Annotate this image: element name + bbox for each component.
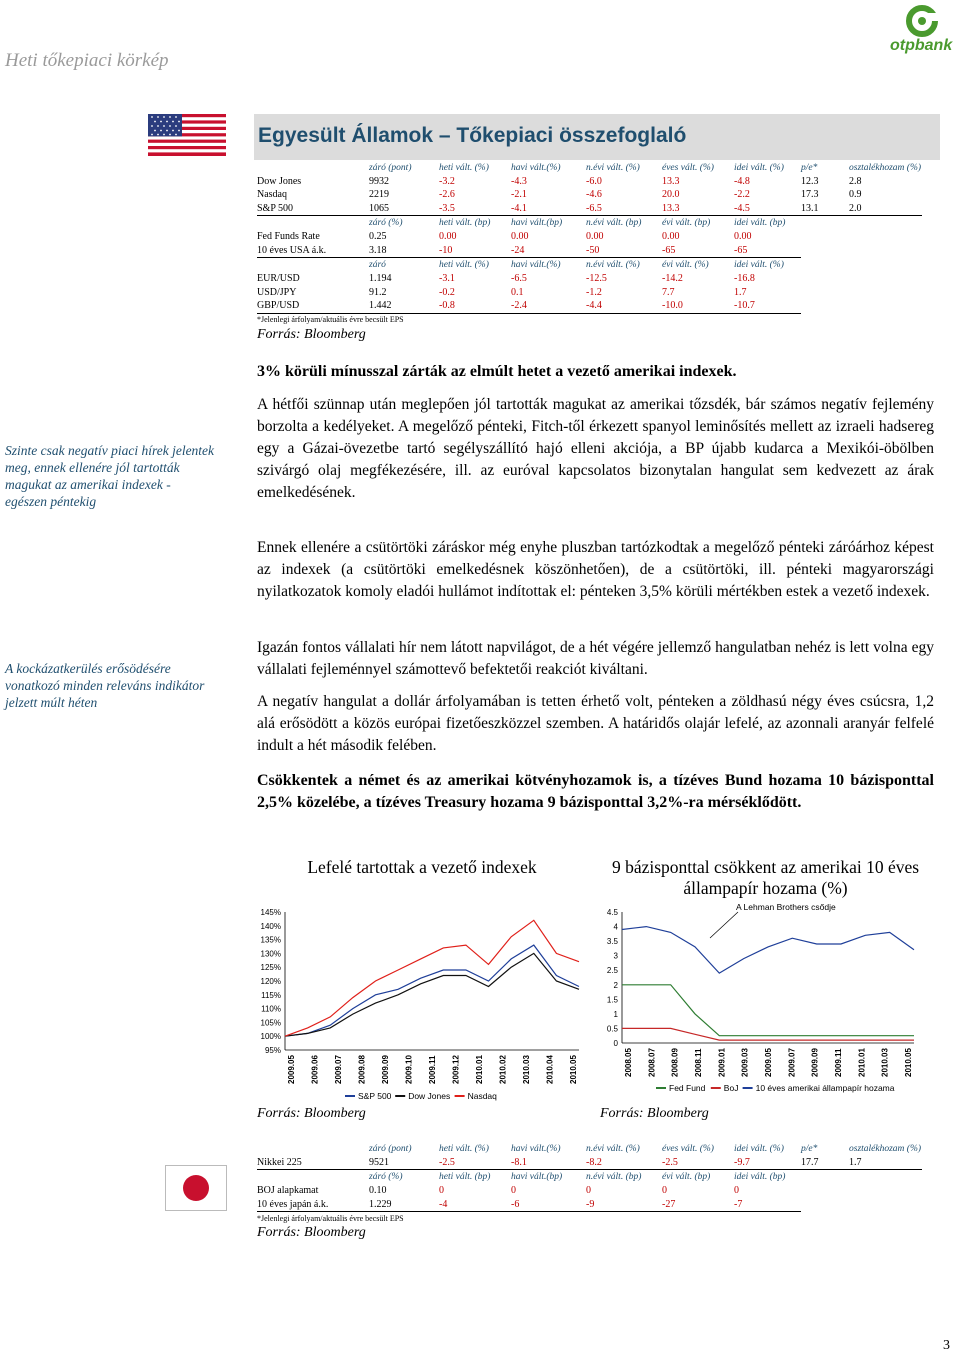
table-cell: 0.10: [369, 1185, 387, 1197]
legend-swatch: [395, 1095, 405, 1097]
table-cell: -2.1: [511, 189, 527, 201]
table-cell: 0.25: [369, 231, 387, 243]
table-cell: -10.7: [734, 299, 801, 313]
table-cell: 20.0: [662, 189, 680, 201]
header-cell: n.évi vált. (%): [586, 162, 640, 173]
row-label: Nasdaq: [257, 189, 287, 201]
table-row: [257, 202, 922, 216]
x-tick-label: 2009.11: [428, 1055, 437, 1084]
header-cell: p/e*: [801, 1143, 818, 1154]
header-cell: havi vált.(%): [511, 1143, 561, 1154]
header-cell: havi vált.(bp): [511, 218, 563, 229]
usa-flag-icon: [148, 114, 226, 156]
table-cell: -50: [586, 244, 662, 258]
table-cell: -6: [511, 1197, 586, 1211]
table-cell: -1.2: [586, 286, 602, 298]
chart1-title: Lefelé tartottak a vezető indexek: [307, 857, 537, 877]
table-cell: 1.194: [369, 273, 392, 285]
y-tick-label: 1.5: [606, 995, 618, 1005]
x-tick-label: 2010.05: [569, 1055, 578, 1084]
chart-yields: [598, 895, 938, 1110]
table-cell: 9521: [369, 1156, 439, 1170]
chart2-source: Forrás: Bloomberg: [600, 1106, 709, 1121]
table-cell: 0.00: [662, 231, 680, 243]
japan-source: Forrás: Bloomberg: [257, 1225, 366, 1240]
side-note-1: Szinte csak negatív piaci hírek jelentek meg, ennek ellenére jól tartották magukat az amerikai indexek - egészen péntekig: [5, 443, 215, 509]
header-cell: záró (%): [369, 218, 403, 229]
table-cell: -2.4: [511, 299, 586, 313]
table-cell: 1.229: [369, 1197, 439, 1211]
table-cell: 2.8: [849, 175, 862, 187]
header-cell: p/e*: [801, 162, 818, 173]
header-cell: idei vált. (%): [734, 162, 784, 173]
y-tick-label: 135%: [260, 935, 281, 945]
x-tick-label: 2009.03: [740, 1048, 750, 1077]
header-cell: záró: [369, 259, 386, 270]
table-cell: 1.442: [369, 299, 439, 313]
table-cell: -3.1: [439, 273, 455, 285]
header-cell: éves vált. (%): [662, 1143, 714, 1154]
table-cell: -3.5: [439, 202, 511, 216]
paragraph-2: Ennek ellenére a csütörtöki záráskor még enyhe pluszban tartózkodtak a megelőző pénteki záróárhoz képest az indexek (a csütörtöki emelkedésnek köszönhetően), de a csütörtöki, ill. pénteki magyarországi nyilatkozatok komoly eladói hullámot indítottak el: pénteken 3,5% körüli mértékben estek a vezető indexek.: [257, 539, 934, 600]
page-number: 3: [943, 1338, 950, 1353]
japan-flag-icon: [165, 1165, 227, 1211]
header-cell: idei vált. (bp): [734, 1171, 786, 1182]
y-tick-label: 105%: [260, 1018, 281, 1028]
row-label: 10 éves japán á.k.: [257, 1197, 369, 1211]
header-cell: n.évi vált. (%): [586, 1143, 640, 1154]
x-tick-label: 2009.07: [787, 1048, 797, 1077]
table-cell: -2.5: [662, 1156, 734, 1170]
legend-swatch: [345, 1095, 355, 1097]
header-cell: havi vált.(%): [511, 259, 561, 270]
row-label: S&P 500: [257, 202, 369, 216]
series-line: [622, 927, 914, 974]
table-row: [257, 175, 922, 189]
annotation-arrow: [710, 912, 738, 938]
table-cell: 9932: [369, 175, 389, 187]
x-tick-label: 2008.07: [647, 1048, 657, 1077]
table-cell: 0.00: [439, 231, 457, 243]
header-cell: záró (pont): [369, 1143, 412, 1154]
header-cell: [257, 1170, 369, 1184]
x-tick-label: 2010.02: [498, 1055, 508, 1084]
table-cell: -4.8: [734, 175, 750, 187]
japan-table-note: *Jelenlegi árfolyam/aktuális évre becsült EPS: [257, 1214, 404, 1223]
legend-label: Dow Jones: [408, 1091, 451, 1101]
chart2-title: 9 bázisponttal csökkent az amerikai 10 éves állampapír hozama (%): [611, 857, 920, 898]
table-cell: -9.7: [734, 1156, 801, 1170]
x-tick-label: 2009.09: [810, 1048, 820, 1077]
table-cell: -65: [662, 244, 734, 258]
table-cell: 0: [586, 1185, 591, 1197]
series-line: [622, 1028, 914, 1040]
x-tick-label: 2009.05: [287, 1055, 296, 1084]
row-label: USD/JPY: [257, 286, 297, 298]
table-row: [257, 1184, 922, 1198]
legend-label: S&P 500: [358, 1091, 392, 1101]
table-cell: -0.2: [439, 286, 455, 298]
y-tick-label: 2: [613, 980, 618, 990]
table-header-row: [257, 258, 922, 272]
header-cell: idei vált. (%): [734, 1143, 784, 1154]
table-cell: 0: [734, 1185, 739, 1197]
table-cell: -4.6: [586, 189, 602, 201]
header-cell: évi vált. (%): [662, 259, 709, 270]
table-cell: 2.0: [849, 202, 922, 216]
table-cell: -27: [662, 1197, 734, 1211]
table-cell: -8.1: [511, 1156, 586, 1170]
x-tick-label: 2010.01: [475, 1055, 484, 1084]
x-tick-label: 2008.05: [624, 1048, 633, 1077]
table-cell: -9: [586, 1197, 662, 1211]
table-cell: 1065: [369, 202, 439, 216]
x-tick-label: 2008.09: [670, 1048, 680, 1077]
row-label: EUR/USD: [257, 273, 300, 285]
table-cell: -6.0: [586, 175, 602, 187]
y-tick-label: 3: [613, 951, 618, 961]
x-tick-label: 2009.09: [381, 1055, 390, 1084]
y-tick-label: 145%: [260, 908, 281, 917]
header-cell: heti vált. (%): [439, 162, 489, 173]
table-cell: 17.7: [801, 1156, 849, 1170]
y-tick-label: 115%: [261, 990, 281, 1000]
y-tick-label: 2.5: [606, 966, 618, 976]
header-cell: heti vált. (bp): [439, 218, 491, 229]
table-header-row: [257, 161, 922, 175]
us-source: Forrás: Bloomberg: [257, 327, 366, 342]
y-tick-label: 110%: [261, 1004, 281, 1014]
table-cell: 3.18: [369, 244, 439, 258]
paragraph-5: Csökkentek a német és az amerikai kötvényhozamok is, a tízéves Bund hozama 10 bázisponttal 2,5% közelébe, a tízéves Treasury hozama 9 bázisponttal 3,2%-ra mérséklődött.: [257, 772, 934, 811]
table-cell: 91.2: [369, 286, 387, 298]
y-tick-label: 4.5: [606, 908, 618, 917]
header-cell: heti vált. (%): [439, 259, 489, 270]
header-cell: heti vált. (bp): [439, 1171, 491, 1182]
table-row: [257, 285, 922, 299]
row-label: 10 éves USA á.k.: [257, 244, 369, 258]
x-tick-label: 2010.04: [545, 1055, 555, 1084]
x-tick-label: 2009.08: [357, 1055, 367, 1084]
table-cell: -6.5: [511, 273, 527, 285]
table-cell: -4.4: [586, 299, 662, 313]
table-cell: 2219: [369, 189, 389, 201]
legend-swatch: [743, 1087, 753, 1089]
x-tick-label: 2009.01: [717, 1048, 727, 1077]
x-tick-label: 2010.03: [880, 1048, 890, 1077]
y-tick-label: 4: [613, 922, 618, 932]
row-label: Dow Jones: [257, 175, 302, 187]
table-cell: -7: [734, 1197, 801, 1211]
table-header-row: [257, 1170, 922, 1184]
legend-swatch: [711, 1087, 721, 1089]
table-cell: 0: [511, 1185, 516, 1197]
y-tick-label: 3.5: [606, 937, 618, 947]
legend-label: Nasdaq: [467, 1091, 497, 1101]
table-cell: -6.5: [586, 202, 662, 216]
row-label: BOJ alapkamat: [257, 1185, 319, 1197]
header-cell: idei vált. (%): [734, 259, 784, 270]
chart1-source: Forrás: Bloomberg: [257, 1106, 366, 1121]
header-cell: záró (%): [369, 1171, 403, 1182]
table-cell: -10.0: [662, 299, 734, 313]
paragraph-4: A negatív hangulat a dollár árfolyamában is tetten érhető volt, pénteken a zöldhasú négy éves csúcsra, 1,2 alá erősödött a közös európai fizetőeszközzel szemben. A határidős olajár lefelé, az azonnali aranyár felfelé indult a hét második felében.: [257, 693, 934, 754]
header-cell: záró (pont): [369, 162, 412, 173]
x-tick-label: 2009.06: [310, 1055, 320, 1084]
table-cell: 0.00: [734, 231, 752, 243]
header-cell: havi vált.(%): [511, 162, 561, 173]
x-tick-label: 2009.07: [334, 1055, 343, 1084]
paragraph-3: Igazán fontos vállalati hír nem látott napvilágot, de a hét végére jellemző hangulatban nehéz is lett volna egy vállalati fejleménnyel számottevő befektetői reakciót kiváltani.: [257, 639, 934, 678]
table-cell: 13.3: [662, 175, 680, 187]
legend-label: Fed Fund: [669, 1083, 706, 1093]
series-line: [285, 945, 579, 1036]
table-cell: 0: [439, 1185, 444, 1197]
legend-label: 10 éves amerikai állampapír hozama: [755, 1083, 895, 1093]
header-cell: n.évi vált. (%): [586, 259, 640, 270]
header-cell: osztalékhozam (%): [849, 162, 922, 173]
y-tick-label: 100%: [260, 1032, 281, 1042]
x-tick-label: 2010.01: [857, 1048, 867, 1077]
header-cell: osztalékhozam (%): [849, 1143, 922, 1154]
table-header-row: [257, 1142, 922, 1156]
report-title: Heti tőkepiaci körkép: [5, 50, 169, 71]
y-tick-label: 120%: [260, 977, 281, 986]
x-tick-label: 2009.12: [451, 1055, 461, 1084]
row-label: GBP/USD: [257, 299, 369, 313]
series-line: [285, 920, 579, 1036]
y-tick-label: 140%: [260, 921, 281, 931]
header-cell: éves vált. (%): [662, 162, 714, 173]
y-tick-label: 125%: [260, 963, 281, 973]
table-cell: 0: [662, 1185, 667, 1197]
table-cell: 1.7: [734, 286, 747, 298]
table-cell: 0.00: [586, 231, 604, 243]
table-cell: -4.5: [734, 202, 801, 216]
table-cell: 13.3: [662, 202, 734, 216]
table-row: [257, 244, 922, 258]
table-cell: 13.1: [801, 202, 849, 216]
x-tick-label: 2009.10: [404, 1055, 414, 1084]
table-cell: -12.5: [586, 273, 607, 285]
legend-swatch: [455, 1095, 465, 1097]
table-cell: 1.7: [849, 1156, 922, 1170]
x-tick-label: 2010.03: [522, 1055, 531, 1084]
table-row: [257, 230, 922, 244]
y-tick-label: 130%: [260, 949, 281, 959]
header-cell: n.évi vált. (bp): [586, 1171, 642, 1182]
us-section-title: Egyesült Államok – Tőkepiaci összefoglaló: [258, 124, 687, 147]
header-cell: havi vált.(bp): [511, 1171, 563, 1182]
us-summary-table: [257, 161, 922, 314]
y-tick-label: 0: [613, 1039, 618, 1048]
table-cell: 0.1: [511, 286, 524, 298]
y-tick-label: 1: [613, 1009, 618, 1019]
header-cell: évi vált. (bp): [662, 1171, 711, 1182]
otpbank-logo: [888, 4, 952, 64]
table-cell: -14.2: [662, 273, 683, 285]
y-tick-label: 95%: [264, 1046, 281, 1055]
us-table-note: *Jelenlegi árfolyam/aktuális évre becsült EPS: [257, 315, 404, 324]
table-cell: -0.8: [439, 299, 511, 313]
table-cell: -4.3: [511, 175, 527, 187]
table-cell: -2.6: [439, 189, 455, 201]
japan-summary-table: [257, 1142, 922, 1212]
table-cell: -10: [439, 244, 511, 258]
legend-label: BoJ: [723, 1083, 739, 1093]
x-tick-label: 2008.11: [694, 1048, 703, 1077]
row-label: Nikkei 225: [257, 1156, 369, 1170]
table-header-row: [257, 216, 922, 230]
chart-annotation: A Lehman Brothers csődje: [736, 902, 836, 912]
table-row: [257, 1156, 922, 1170]
legend-swatch: [656, 1087, 666, 1089]
table-cell: 0.00: [511, 231, 529, 243]
table-row: [257, 299, 922, 313]
header-cell: heti vált. (%): [439, 1143, 489, 1154]
table-cell: 7.7: [662, 286, 675, 298]
header-cell: [257, 1142, 369, 1156]
header-cell: évi vált. (bp): [662, 218, 711, 229]
header-cell: [257, 216, 369, 230]
y-tick-label: 0.5: [606, 1024, 618, 1034]
table-cell: 12.3: [801, 175, 819, 187]
table-cell: -16.8: [734, 273, 755, 285]
x-tick-label: 2009.11: [834, 1048, 843, 1077]
header-cell: n.évi vált. (bp): [586, 218, 642, 229]
x-tick-label: 2009.05: [764, 1048, 773, 1077]
headline: 3% körüli mínusszal zárták az elmúlt hetet a vezető amerikai indexek.: [257, 363, 737, 380]
row-label: Fed Funds Rate: [257, 231, 320, 243]
chart-indices: [257, 895, 587, 1110]
table-cell: -8.2: [586, 1156, 662, 1170]
table-cell: -24: [511, 244, 586, 258]
table-cell: -3.2: [439, 175, 455, 187]
table-row: [257, 1197, 922, 1211]
table-cell: -2.2: [734, 189, 750, 201]
table-cell: -65: [734, 244, 801, 258]
table-cell: -4.1: [511, 202, 586, 216]
paragraph-1: A hétfői szünnap után meglepően jól tartották magukat az amerikai tőzsdék, bár számos negatív fejlemény borzolta a kedélyeket. A megelőző pénteki, Fitch-től érkezett spanyol leminősítés mellett az izraeli hadsereg egy a Gázai-övezetbe tartó segélyszállító hajó elleni akciója, a BP újabb kudarca a Mexikói-öbölben szivárgó olaj megfékezésére, ill. az euróval kapcsolatos bizonytalan hangulat sem kedvezett az árak emelkedésének.: [257, 396, 934, 501]
header-cell: idei vált. (bp): [734, 218, 786, 229]
table-row: [257, 188, 922, 202]
table-row: [257, 272, 922, 286]
table-cell: 17.3: [801, 189, 819, 201]
header-cell: [257, 258, 369, 272]
table-cell: -2.5: [439, 1156, 511, 1170]
series-line: [285, 953, 579, 1036]
side-note-2: A kockázatkerülés erősödésére vonatkozó minden releváns indikátor jelzett múlt héten: [5, 661, 205, 710]
x-tick-label: 2010.05: [904, 1048, 913, 1077]
logo-text: otpbank: [890, 37, 953, 54]
header-cell: [257, 161, 369, 175]
table-cell: -4: [439, 1197, 511, 1211]
table-cell: 0.9: [849, 189, 862, 201]
